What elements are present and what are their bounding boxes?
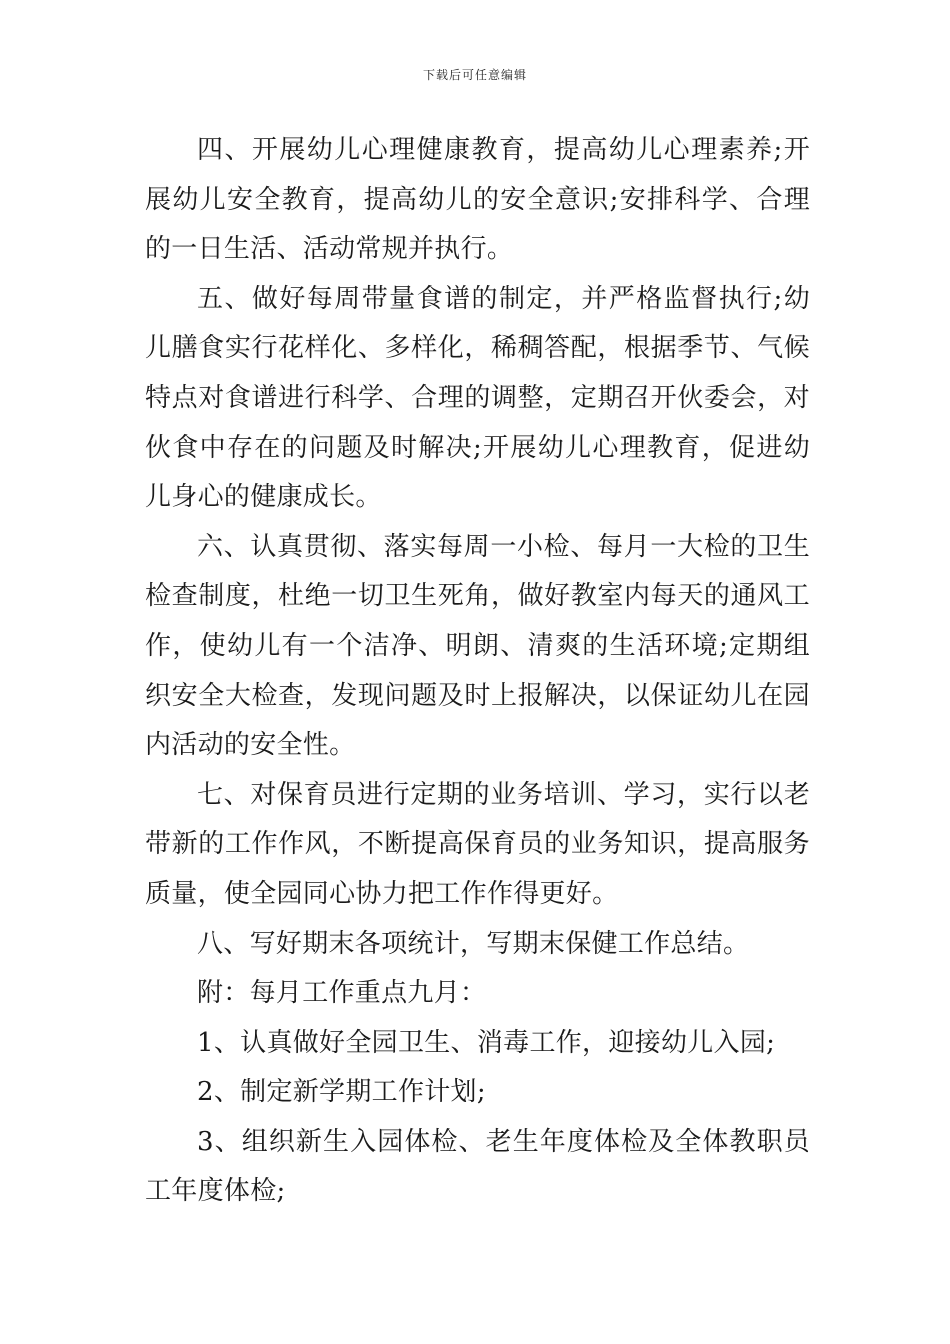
- paragraph-7: 七、对保育员进行定期的业务培训、学习，实行以老带新的工作作风，不断提高保育员的业务知识，提高服务质量，使全园同心协力把工作作得更好。: [145, 779, 810, 909]
- list-item-3: 3、组织新生入园体检、老生年度体检及全体教职员工年度体检;: [145, 1126, 810, 1207]
- paragraph-4: 四、开展幼儿心理健康教育，提高幼儿心理素养;开展幼儿安全教育，提高幼儿的安全意识;安排科学、合理的一日生活、活动常规并执行。: [145, 135, 810, 265]
- page-header: 下载后可任意编辑: [422, 68, 527, 82]
- document-body: [145, 126, 810, 1217]
- paragraph-8: 八、写好期末各项统计，写期末保健工作总结。: [197, 928, 750, 959]
- appendix-heading: 附：每月工作重点九月：: [197, 978, 487, 1009]
- paragraph-5: 五、做好每周带量食谱的制定，并严格监督执行;幼儿膳食实行花样化、多样化，稀稠答配，根据季节、气候特点对食谱进行科学、合理的调整，定期召开伙委会，对伙食中存在的问题及时解决;开展幼儿心理教育，促进幼儿身心的健康成长。: [145, 283, 810, 513]
- list-item-2: 2、制定新学期工作计划;: [197, 1077, 486, 1108]
- list-item-1: 1、认真做好全园卫生、消毒工作，迎接幼儿入园;: [197, 1027, 776, 1058]
- paragraph-6: 六、认真贯彻、落实每周一小检、每月一大检的卫生检查制度，杜绝一切卫生死角，做好教室内每天的通风工作，使幼儿有一个洁净、明朗、清爽的生活环境;定期组织安全大检查，发现问题及时上报解决，以保证幼儿在园内活动的安全性。: [145, 531, 810, 761]
